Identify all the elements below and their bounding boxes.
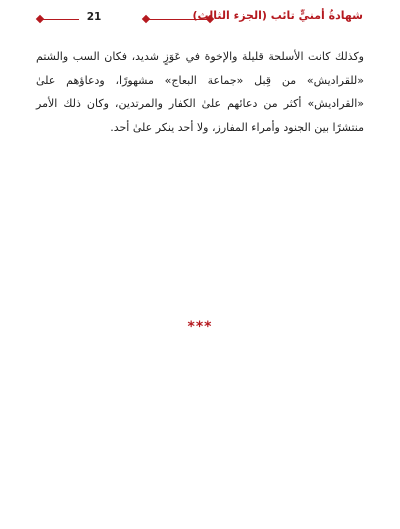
page-number: 21 <box>86 11 102 23</box>
book-title: شهادةُ أمنيٍّ تائب (الجزء الثالث) <box>192 9 363 22</box>
body-paragraph: وكذلك كانت الأسلحة قليلة والإخوة في عَوَزٍ شديد، فكان السب والشتم «للقراديش» من قِبل «جماعة البعاج» مشهورًا، ودعاؤهم علىٰ «القراديش» أكثر من دعائهم علىٰ الكفار والمرتدين، وكان ذلك الأمر منتشرًا بين الجنود وأمراء المفارز، ولا أحد ينكر علىٰ أحد. <box>36 50 364 135</box>
section-separator: *** <box>187 319 213 335</box>
header-rule-left <box>42 19 79 20</box>
running-header <box>37 9 363 29</box>
